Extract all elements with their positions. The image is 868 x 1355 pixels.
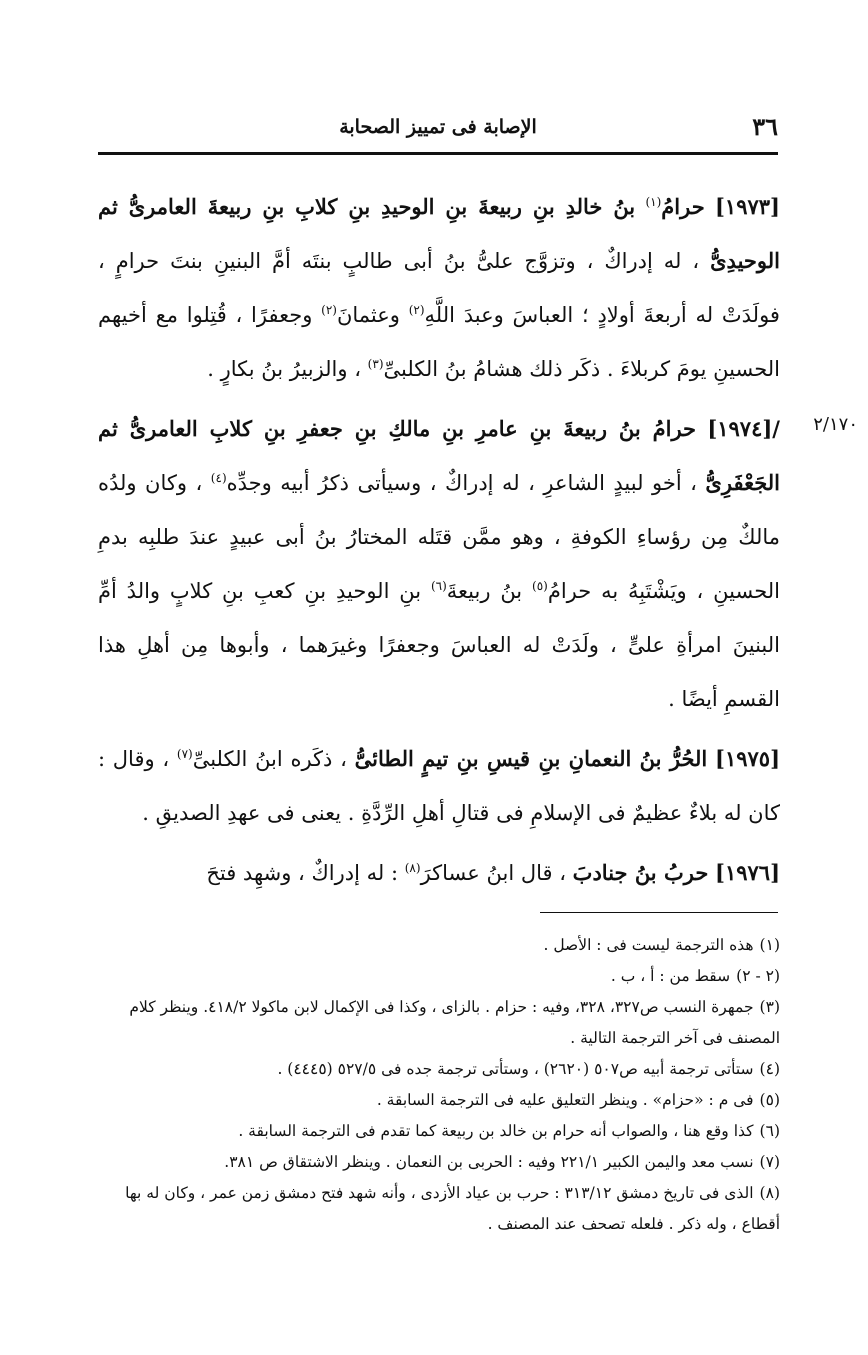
footnotes [98, 930, 780, 1240]
footnote-marker: (٤) [210, 471, 227, 485]
footnote [98, 930, 780, 961]
margin-reference: ٢/١٧٠ [813, 414, 858, 435]
footnote-marker: (٦) [430, 579, 447, 593]
entry-text: بنِ الوحيدِ بنِ كعبِ بنِ كلابٍ والدُ أمِّ البنينَ امرأةِ علىٍّ ، ولَدَتْ له العباسَ وجعفرًا وغيرَهما ، وأبوها مِن أهلِ هذا القسمِ أيضًا . [98, 579, 780, 711]
footnote-label: (٤) [759, 1060, 780, 1078]
footnote-text: هذه الترجمة ليست فى : الأصل . [543, 936, 754, 954]
entry-1974 [98, 402, 780, 726]
footnote [98, 1054, 780, 1085]
entry-text: وعثمانَ [336, 303, 400, 327]
entry-name: حربُ بنُ جنادبَ [572, 860, 709, 885]
footnote-label: (٨) [759, 1184, 780, 1202]
entry-number: [١٩٧٥] [715, 746, 780, 771]
footnote-text: الذى فى تاريخ دمشق ٣١٣/١٢ : حرب بن عياد الأزدى ، وأنه شهد فتح دمشق زمن عمر ، وكان له بها أقطاع ، وله ذكر . فلعله تصحف عند المصنف . [125, 1184, 780, 1233]
footnote [98, 961, 780, 992]
running-title: الإصابة فى تمييز الصحابة [339, 116, 537, 138]
entry-text: ، قال ابنُ عساكرَ [420, 861, 566, 885]
entry-name-continued: بنُ خالدِ بنِ ربيعةَ بنِ الوحيدِ بنِ كلابِ بنِ ربيعةَ العامرىُّ ثم الوحيدِىُّ [98, 194, 780, 273]
header-rule [98, 152, 778, 155]
footnote-label: (٢ - ٢) [736, 967, 780, 985]
entry-text: وجعفرًا ، قُتِلوا مع أخيهم الحسينِ يومَ كربلاءَ . ذكَر ذلك هشامُ بنُ الكلبىِّ [98, 303, 780, 381]
footnote-label: (١) [759, 936, 780, 954]
footnote-text: فى م : «حزام» . وينظر التعليق عليه فى الترجمة السابقة . [376, 1091, 754, 1109]
footnote-label: (٥) [759, 1091, 780, 1109]
footnote-marker: (١) [645, 195, 662, 209]
entry-text: بنُ ربيعةَ [446, 579, 523, 603]
page-number: ٣٦ [752, 112, 778, 141]
entry-name: الحُرُّ بنُ النعمانِ بنِ قيسِ بنِ تيمٍ الطائىُّ [354, 746, 708, 771]
footnote-label: (٣) [759, 998, 780, 1016]
main-text [98, 180, 780, 906]
footnote [98, 992, 780, 1054]
entry-name: حرامُ [661, 194, 705, 219]
entry-text: ، أخو لبيدٍ الشاعرِ ، له إدراكٌ ، وسيأتى ذكرُ أبيه وجدِّه [226, 471, 697, 495]
footnote-text: نسب معد واليمن الكبير ٢٢١/١ وفيه : الحربى بن النعمان . وينظر الاشتقاق ص ٣٨١. [224, 1153, 754, 1171]
footnote-text: جمهرة النسب ص٣٢٧، ٣٢٨، وفيه : حزام . بالزاى ، وكذا فى الإكمال لابن ماكولا ٤١٨/٢. وينظر كلام المصنف فى آخر الترجمة التالية . [129, 998, 780, 1047]
footnote-separator [540, 912, 778, 913]
entry-1976 [98, 846, 780, 900]
footnote [98, 1116, 780, 1147]
entry-text: ، والزبيرُ بنُ بكارٍ . [207, 357, 361, 381]
footnote-label: (٧) [759, 1153, 780, 1171]
footnote [98, 1178, 780, 1240]
footnote-marker: (٢) [321, 303, 337, 317]
footnote [98, 1147, 780, 1178]
entry-text: ، له إدراكٌ ، وتزوَّج علىُّ بنُ أبى طالبٍ بنتَه أمَّ البنينِ بنتَ حرامٍ ، فولَدَتْ له أربعةَ أولادٍ ؛ العباسَ وعبدَ اللَّهِ [98, 249, 780, 327]
entry-text: ، ذكَره ابنُ الكلبىِّ [192, 747, 347, 771]
footnote-text: كذا وقع هنا ، والصواب أنه حرام بن خالد بن ربيعة كما تقدم فى الترجمة السابقة . [238, 1122, 754, 1140]
entry-number: /[١٩٧٤] [707, 416, 780, 441]
entry-1975 [98, 732, 780, 840]
page-header [98, 112, 778, 146]
entry-text: ، وكان ولدُه مالكٌ مِن رؤساءِ الكوفةِ ، وهو ممَّن قتَله المختارُ بنُ أبى عبيدٍ عندَ طلبِه بدمِ الحسينِ ، ويَشْتَبِهُ به حرامُ [98, 471, 780, 603]
footnote-label: (٦) [759, 1122, 780, 1140]
footnote-marker: (٢) [408, 303, 425, 317]
entry-name: حرامُ بنُ ربيعةَ بنِ عامرِ بنِ مالكِ بنِ جعفرِ بنِ كلابِ العامرىُّ ثم الجَعْفَرِىُّ [98, 416, 780, 495]
entry-text: : له إدراكٌ ، وشهِد فتحَ [206, 861, 399, 885]
footnote-marker: (٥) [532, 579, 548, 593]
entry-number: [١٩٧٦] [715, 860, 780, 885]
footnote-text: سقط من : أ ، ب . [610, 967, 731, 985]
entry-1973 [98, 180, 780, 396]
footnote-marker: (٨) [404, 861, 421, 875]
footnote-text: ستأتى ترجمة أبيه ص٥٠٧ (٢٦٢٠) ، وستأتى ترجمة جده فى ٥٢٧/٥ (٤٤٤٥) . [277, 1060, 754, 1078]
footnote [98, 1085, 780, 1116]
footnote-marker: (٧) [176, 747, 193, 761]
footnote-marker: (٣) [367, 357, 384, 371]
entry-number: [١٩٧٣] [714, 194, 780, 219]
entry-text: ، وقال : كان له بلاءٌ عظيمٌ فى الإسلامِ فى قتالِ أهلِ الرِّدَّةِ . يعنى فى عهدِ الصديقِ . [98, 747, 780, 825]
